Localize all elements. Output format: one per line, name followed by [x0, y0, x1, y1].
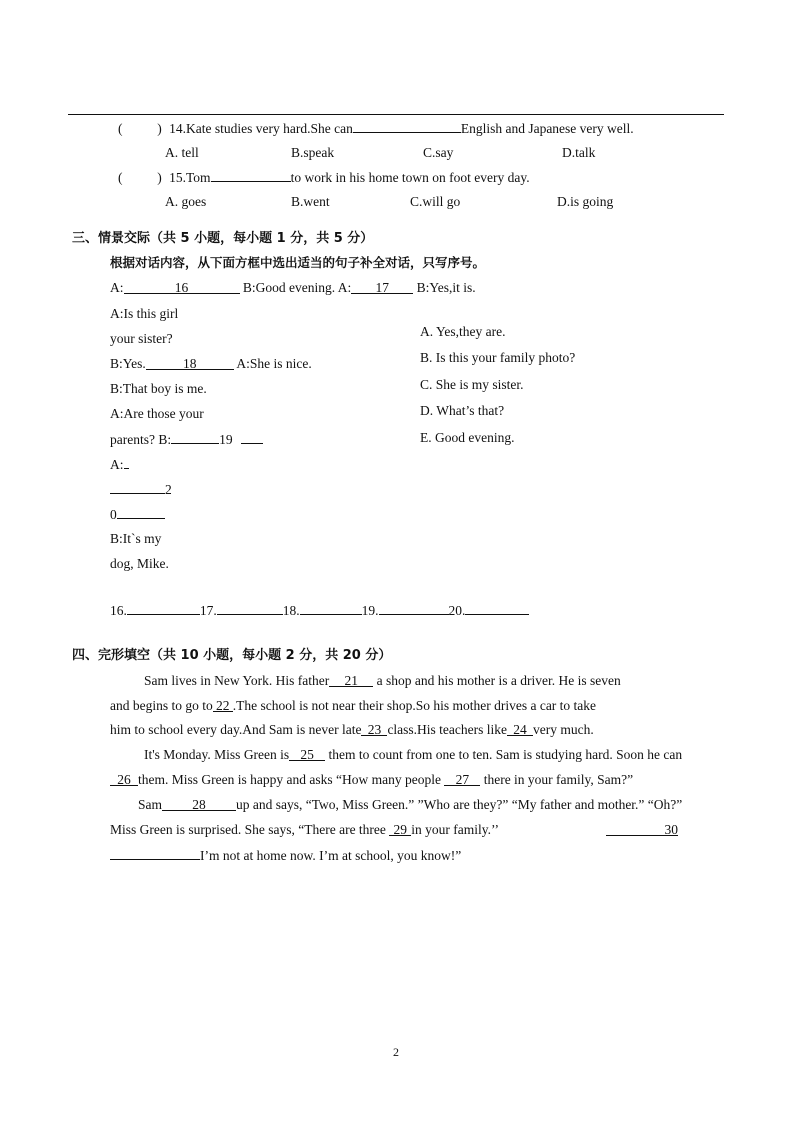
q14-stem-end: English and Japanese very well. — [460, 121, 634, 136]
passage-text: very much. — [533, 722, 594, 737]
passage-text: I’m not at home now. I’m at school, you know!” — [200, 848, 462, 863]
passage-text: .The school is not near their shop.So his mother drives a car to take — [232, 698, 597, 713]
blank-number: 22 — [216, 698, 230, 713]
blank-19-a[interactable] — [171, 431, 219, 444]
passage-text: him to school every day.And Sam is never late — [110, 722, 362, 737]
dialogue-line: A:Are those your — [110, 406, 204, 421]
blank-21[interactable] — [329, 674, 373, 687]
blank-19-b[interactable] — [241, 431, 263, 444]
blank-number: 27 — [455, 772, 470, 787]
section3-instruction: 根据对话内容，从下面方框中选出适当的句子补全对话，只写序号。 — [110, 255, 486, 270]
blank-number: 23 — [367, 722, 382, 737]
dialogue-line — [110, 481, 172, 498]
passage-text: there in your family, Sam?” — [483, 772, 634, 787]
blank-number: 26 — [117, 772, 131, 787]
passage-line — [138, 797, 682, 813]
q15-option-d[interactable]: D.is going — [557, 194, 614, 209]
dialogue-text: B:Yes. — [110, 356, 146, 371]
speaker-a: A: — [110, 280, 124, 295]
blank-number: 25 — [300, 747, 314, 762]
q15-option-b[interactable]: B.went — [291, 194, 330, 209]
blank-25[interactable] — [289, 748, 325, 761]
blank-number: 18 — [183, 356, 197, 371]
blank-number: 30 — [664, 822, 678, 837]
passage-text: It's Monday. Miss Green is — [144, 747, 290, 762]
passage-line — [606, 822, 678, 838]
dialogue-line-18 — [110, 356, 312, 372]
blank-29[interactable] — [389, 823, 411, 836]
blank-20-b[interactable] — [117, 506, 165, 519]
q14-option-a[interactable]: A. tell — [165, 145, 199, 160]
section4-heading: 四、完形填空（共 10 小题，每小题 2 分，共 20 分） — [72, 648, 392, 663]
blank-17[interactable] — [351, 281, 413, 294]
blank-number: 16 — [174, 280, 189, 295]
blank-23[interactable] — [361, 723, 387, 736]
blank-24[interactable] — [507, 723, 533, 736]
blank-number: 21 — [344, 673, 358, 688]
blank-28[interactable] — [162, 798, 236, 811]
q15-line — [118, 169, 530, 186]
dialogue-text: B:Yes,it is. — [416, 280, 476, 295]
dialogue-text: A:She is nice. — [236, 356, 312, 371]
blank-30-cont[interactable] — [110, 847, 200, 860]
answer-label-17: 17. — [199, 603, 217, 618]
passage-text: them to count from one to ten. Sam is studying hard. Soon he can — [328, 747, 683, 762]
blank-number: 17 — [375, 280, 389, 295]
dialogue-line — [110, 506, 165, 523]
blank-number: 29 — [393, 822, 408, 837]
blank-20-start[interactable] — [124, 456, 129, 469]
dialogue-line: your sister? — [110, 331, 173, 346]
dialogue-line-19 — [110, 431, 263, 448]
dialogue-line: B:That boy is me. — [110, 381, 207, 396]
section3-heading: 三、情景交际（共 5 小题，每小题 1 分，共 5 分） — [72, 231, 374, 246]
q14-blank[interactable] — [353, 120, 461, 133]
dialogue-line-1 — [110, 280, 476, 296]
blank-number: 19 — [219, 432, 233, 447]
passage-line — [144, 673, 621, 689]
passage-line — [144, 747, 682, 763]
q15-option-c[interactable]: C.will go — [410, 194, 461, 209]
answer-row — [110, 602, 529, 619]
q14-option-c[interactable]: C.say — [423, 145, 454, 160]
option-c: C. She is my sister. — [420, 377, 524, 392]
answer-paren-close: ) — [157, 170, 162, 185]
passage-text: up and says, “Two, Miss Green.” ”Who are they?” “My father and mother.” “Oh?” — [236, 797, 683, 812]
header-rule — [68, 114, 724, 115]
answer-blank-20[interactable] — [465, 602, 529, 615]
blank-20-a[interactable] — [110, 481, 165, 494]
passage-text: class.His teachers like — [387, 722, 508, 737]
blank-number: 0 — [110, 507, 117, 522]
passage-text: Sam — [138, 797, 163, 812]
dialogue-text: A: — [110, 457, 124, 472]
blank-27[interactable] — [444, 773, 480, 786]
answer-paren-close: ) — [157, 121, 162, 136]
blank-number: 24 — [513, 722, 527, 737]
passage-line — [110, 722, 594, 738]
answer-blank-16[interactable] — [127, 602, 200, 615]
q15-blank[interactable] — [211, 169, 291, 182]
blank-30[interactable] — [606, 823, 678, 836]
answer-paren-open: ( — [118, 121, 123, 136]
q14-line — [118, 120, 634, 137]
answer-label-16: 16. — [110, 603, 127, 618]
answer-blank-17[interactable] — [217, 602, 283, 615]
blank-26[interactable] — [110, 773, 138, 786]
dialogue-text: B:Good evening. A: — [242, 280, 352, 295]
passage-line — [110, 772, 633, 788]
option-a: A. Yes,they are. — [420, 324, 506, 339]
answer-label-19: 19. — [361, 603, 379, 618]
q15-option-a[interactable]: A. goes — [165, 194, 207, 209]
passage-text: a shop and his mother is a driver. He is seven — [376, 673, 621, 688]
answer-blank-19[interactable] — [379, 602, 449, 615]
passage-text: Miss Green is surprised. She says, “There are three — [110, 822, 386, 837]
q15-stem-end: to work in his home town on foot every day. — [290, 170, 530, 185]
blank-18[interactable] — [146, 357, 234, 370]
page-number: 2 — [393, 1045, 399, 1059]
q15-stem-start: 15.Tom — [169, 170, 211, 185]
passage-text: and begins to go to — [110, 698, 213, 713]
blank-number: 2 — [165, 482, 172, 497]
q14-option-d[interactable]: D.talk — [562, 145, 596, 160]
option-b: B. Is this your family photo? — [420, 350, 576, 365]
dialogue-line: B:It`s my — [110, 531, 162, 546]
answer-paren-open: ( — [118, 170, 123, 185]
option-e: E. Good evening. — [420, 430, 515, 445]
answer-label-18: 18. — [282, 603, 300, 618]
passage-text: Sam lives in New York. His father — [144, 673, 330, 688]
dialogue-line — [110, 456, 129, 473]
passage-line — [110, 847, 461, 864]
option-d: D. What’s that? — [420, 403, 505, 418]
blank-16[interactable] — [124, 281, 240, 294]
dialogue-line: A:Is this girl — [110, 306, 179, 321]
passage-text: them. Miss Green is happy and asks “How many people — [138, 772, 441, 787]
passage-line — [110, 698, 596, 714]
dialogue-line: dog, Mike. — [110, 556, 169, 571]
q14-option-b[interactable]: B.speak — [291, 145, 335, 160]
passage-text: in your family.’’ — [411, 822, 500, 837]
blank-22[interactable] — [213, 699, 233, 712]
answer-label-20: 20. — [448, 603, 466, 618]
passage-line — [110, 822, 499, 838]
answer-blank-18[interactable] — [300, 602, 362, 615]
q14-stem-start: 14.Kate studies very hard.She can — [169, 121, 353, 136]
dialogue-text: parents? B: — [110, 432, 172, 447]
blank-number: 28 — [192, 797, 206, 812]
